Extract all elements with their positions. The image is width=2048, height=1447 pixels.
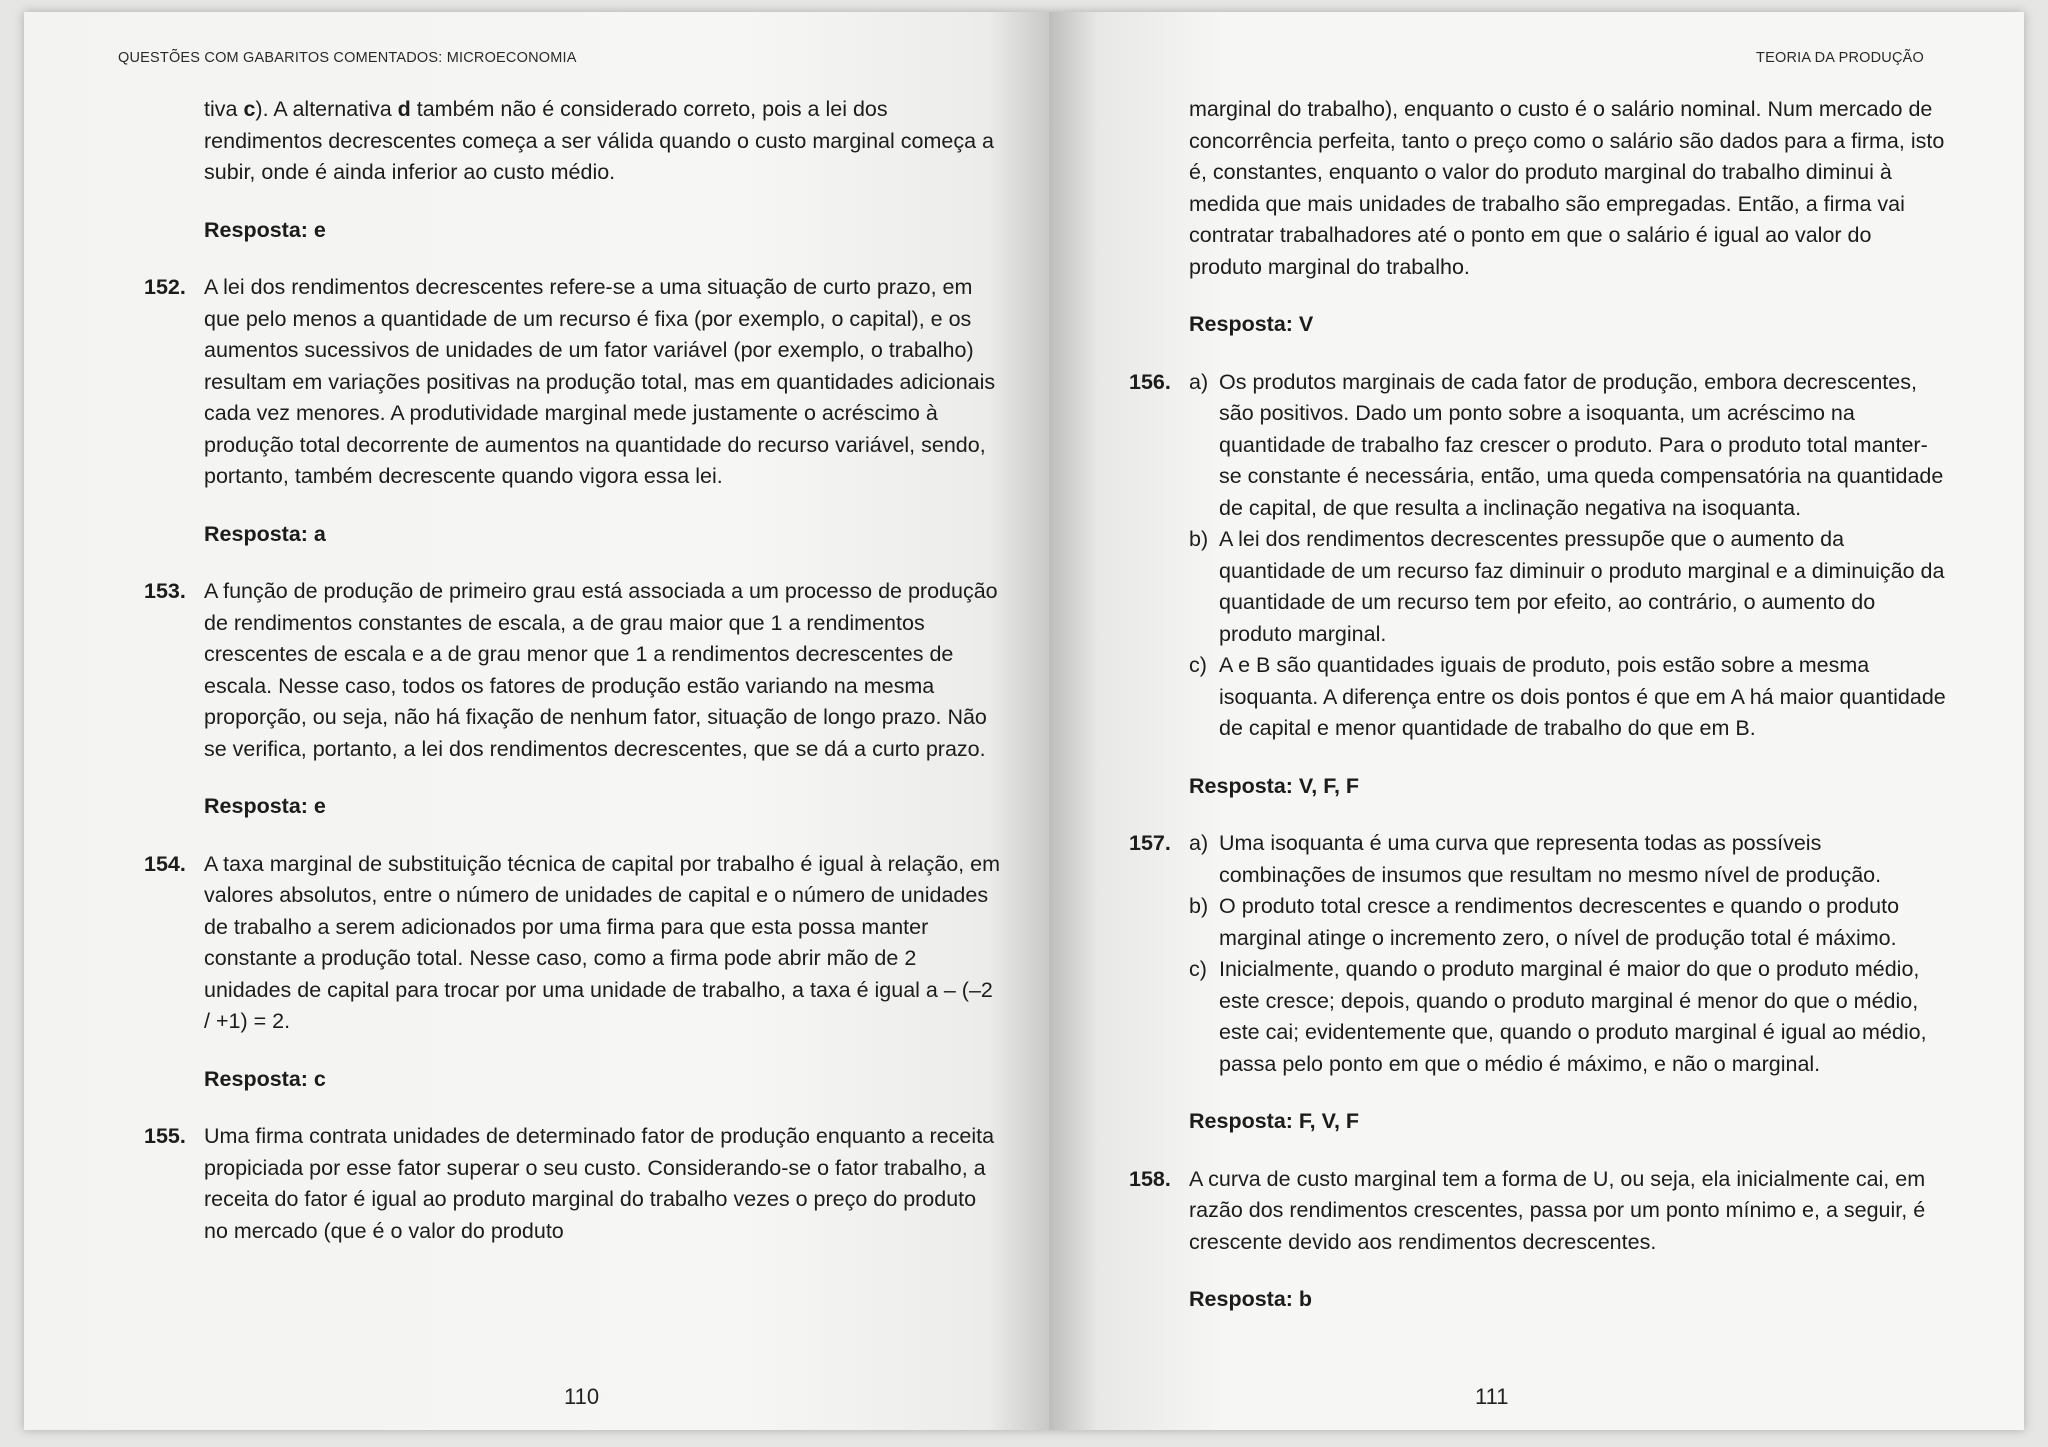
question-number: 154.	[144, 851, 186, 876]
continuation-paragraph: marginal do trabalho), enquanto o custo é o salário nominal. Num mercado de concorrência perfeita, tanto o preço como o salário são dados para a firma, isto é, constantes, enquanto o valor do produto marginal do trabalho diminui à medida que mais unidades de trabalho são empregadas. Então, a firma vai contratar trabalhadores até o ponto em que o salário é igual ao valor do produto marginal do trabalho.	[1189, 97, 1945, 279]
answer-158: Resposta: b	[1189, 1287, 1313, 1311]
question-text: A curva de custo marginal tem a forma de U, ou seja, ela inicialmente cai, em razão dos rendimentos crescentes, passa por um ponto mínimo e, a seguir, é crescente devido aos rendimentos decrescentes.	[1189, 1166, 1926, 1254]
item-c	[1189, 954, 1949, 1080]
question-number: 157.	[1129, 831, 1171, 855]
answer-155: Resposta: V	[1189, 312, 1314, 336]
answer-156: Resposta: V, F, F	[1189, 773, 1360, 798]
page-number-left: 110	[564, 1384, 600, 1409]
right-page-content	[1129, 94, 1949, 1342]
item-text: Os produtos marginais de cada fator de produção, embora decrescentes, são positivos. Dado um ponto sobre a isoquanta, um acréscimo na quantidade de trabalho faz crescer o produto. Para o produto total manter-se constante é necessária, então, uma queda compensatória na quantidade de capital, de que resulta a inclinação negativa na isoquanta.	[1219, 369, 1944, 520]
question-153	[144, 576, 1004, 765]
book-spread	[24, 12, 2024, 1430]
answer-153: Resposta: e	[204, 794, 326, 818]
question-text: Uma firma contrata unidades de determinado fator de produção enquanto a receita propiciada por esse fator superar o seu custo. Considerando-se o fator trabalho, a receita do fator é igual ao produto marginal do trabalho vezes o preço do produto no mercado (que é o valor do produto	[204, 1124, 995, 1243]
question-number: 158.	[1129, 1166, 1171, 1191]
question-text: A taxa marginal de substituição técnica de capital por trabalho é igual à relação, em valores absolutos, entre o número de unidades de capital e o número de unidades de trabalho a serem adicionados por uma firma para que esta possa manter constante a produção total. Nesse caso, como a firma pode abrir mão de 2 unidades de capital para trocar por uma unidade de trabalho, a taxa é igual a – (–2 / +1) = 2.	[204, 851, 1000, 1033]
page-number-right: 111	[1475, 1384, 1509, 1409]
right-page	[1049, 12, 2024, 1430]
item-label: a)	[1189, 831, 1209, 855]
item-label: a)	[1189, 369, 1209, 394]
answer-157: Resposta: F, V, F	[1189, 1109, 1360, 1133]
item-a	[1189, 367, 1949, 525]
question-number: 156.	[1129, 369, 1171, 394]
answer-154: Resposta: c	[204, 1066, 326, 1091]
running-head-left: QUESTÕES COM GABARITOS COMENTADOS: MICROECONOMIA	[118, 50, 577, 66]
item-text: A lei dos rendimentos decrescentes pressupõe que o aumento da quantidade de um recurso faz diminuir o produto marginal e a diminuição da quantidade de um recurso tem por efeito, ao contrário, o aumento do produto marginal.	[1219, 527, 1945, 646]
item-label: b)	[1189, 527, 1209, 551]
question-number: 153.	[144, 579, 186, 603]
answer-151: Resposta: e	[204, 217, 326, 242]
question-number: 155.	[144, 1124, 186, 1148]
question-text: A lei dos rendimentos decrescentes refere-se a uma situação de curto prazo, em que pelo menos a quantidade de um recurso é fixa (por exemplo, o capital), e os aumentos sucessivos de unidades de um fator variável (por exemplo, o trabalho) resultam em variações positivas na produção total, mas em quantidades adicionais cada vez menores. A produtividade marginal mede justamente o acréscimo à produção total decorrente de aumentos na quantidade do recurso variável, sendo, portanto, também decrescente quando vigora essa lei.	[204, 275, 996, 488]
item-text: Uma isoquanta é uma curva que representa todas as possíveis combinações de insumos que resultam no mesmo nível de produção.	[1219, 831, 1882, 887]
question-number: 152.	[144, 275, 186, 299]
intro-text-3: também não é considerado correto, pois a lei dos rendimentos decrescentes começa a ser válida quando o custo marginal começa a subir, onde é ainda inferior ao custo médio.	[204, 97, 994, 184]
item-text: A e B são quantidades iguais de produto, pois estão sobre a mesma isoquanta. A diferença entre os dois pontos é que em A há maior quantidade de capital e menor quantidade de trabalho do que em B.	[1219, 653, 1946, 740]
item-label: b)	[1189, 894, 1209, 918]
question-text: A função de produção de primeiro grau está associada a um processo de produção de rendimentos constantes de escala, a de grau maior que 1 a rendimentos crescentes de escala e a de grau menor que 1 a rendimentos decrescentes de escala. Nesse caso, todos os fatores de produção estão variando na mesma proporção, ou seja, não há fixação de nenhum fator, situação de longo prazo. Não se verifica, portanto, a lei dos rendimentos decrescentes, que se dá a curto prazo.	[204, 579, 998, 761]
question-156	[1129, 367, 1949, 745]
left-page	[24, 12, 1049, 1430]
item-text: Inicialmente, quando o produto marginal é maior do que o produto médio, este cresce; depois, quando o produto marginal é menor do que o médio, este cai; evidentemente que, quando o produto marginal é igual ao médio, passa pelo ponto em que o médio é máximo, e não o marginal.	[1219, 957, 1927, 1076]
question-154	[144, 849, 1004, 1038]
question-157	[1129, 828, 1949, 1080]
item-label: c)	[1189, 957, 1207, 981]
item-a	[1189, 828, 1949, 891]
item-b	[1189, 891, 1949, 954]
item-c	[1189, 650, 1949, 745]
left-page-content	[144, 94, 1004, 1247]
item-text: O produto total cresce a rendimentos decrescentes e quando o produto marginal atinge o incremento zero, o nível de produção total é máximo.	[1219, 894, 1900, 950]
question-158	[1129, 1164, 1949, 1259]
running-head-right: TEORIA DA PRODUÇÃO	[1756, 50, 1924, 66]
intro-text-2: ). A alternativa	[255, 97, 398, 121]
item-b	[1189, 524, 1949, 650]
question-152	[144, 272, 1004, 493]
question-155	[144, 1121, 1004, 1247]
answer-152: Resposta: a	[204, 521, 326, 546]
intro-bold-d: d	[397, 97, 411, 121]
intro-paragraph	[144, 94, 1004, 189]
item-label: c)	[1189, 653, 1207, 677]
intro-bold-c: c	[243, 97, 256, 121]
intro-text-1: tiva	[204, 97, 244, 121]
